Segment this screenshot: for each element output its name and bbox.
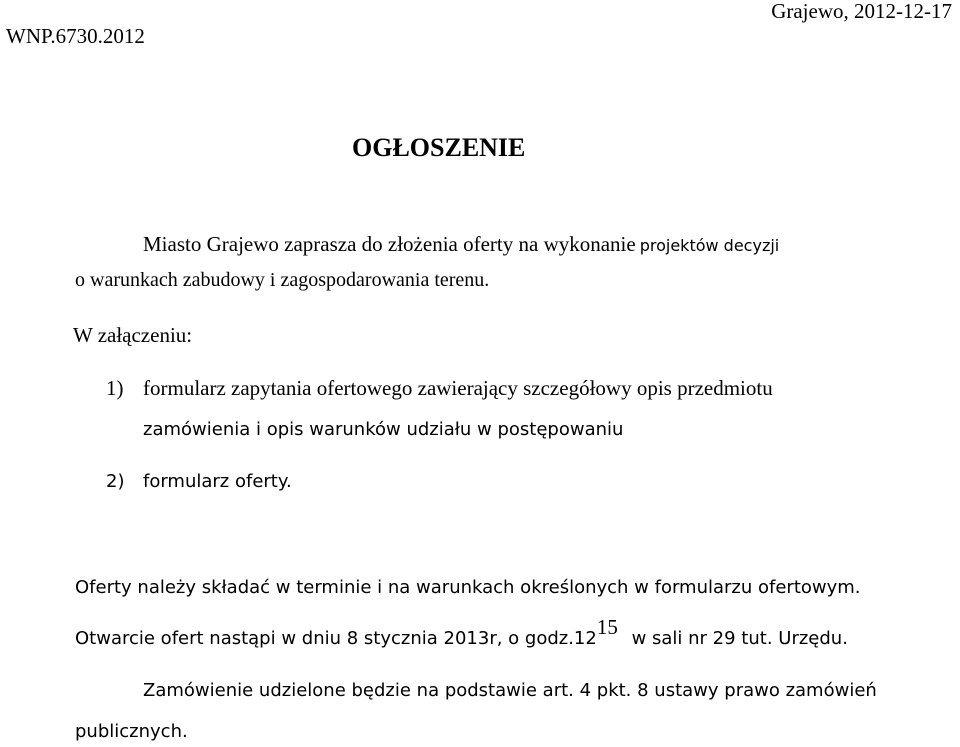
intro-text-continued: projektów decyzji xyxy=(639,236,780,255)
reference-number: WNP.6730.2012 xyxy=(6,24,145,48)
intro-line-1 xyxy=(143,232,779,257)
attachments-label: W załączeniu: xyxy=(73,323,193,347)
attachment-item-1-line-2: zamówienia i opis warunków udziału w postępowaniu xyxy=(143,419,624,440)
opening-info xyxy=(75,615,848,649)
attachment-item-2: formularz oferty. xyxy=(143,471,292,492)
attachment-item-1-line-1: formularz zapytania ofertowego zawierający szczegółowy opis przedmiotu xyxy=(143,376,773,400)
intro-line-2: o warunkach zabudowy i zagospodarowania terenu. xyxy=(75,269,490,291)
attachment-number-2: 2) xyxy=(106,471,125,492)
opening-location: w sali nr 29 tut. Urzędu. xyxy=(631,628,848,649)
place-date: Grajewo, 2012-12-17 xyxy=(771,0,952,23)
opening-time-minutes: 15 xyxy=(596,615,618,639)
award-line-2: publicznych. xyxy=(75,721,188,742)
opening-text: Otwarcie ofert nastąpi w dniu 8 stycznia 2013r, o godz.12 xyxy=(75,628,597,649)
attachment-number-1: 1) xyxy=(106,376,124,400)
intro-text: Miasto Grajewo zaprasza do złożenia oferty na wykonanie xyxy=(143,232,636,256)
page-title: OGŁOSZENIE xyxy=(352,133,526,162)
offers-instructions: Oferty należy składać w terminie i na warunkach określonych w formularzu ofertowym. xyxy=(75,577,861,598)
award-line-1: Zamówienie udzielone będzie na podstawie art. 4 pkt. 8 ustawy prawo zamówień xyxy=(143,680,877,701)
